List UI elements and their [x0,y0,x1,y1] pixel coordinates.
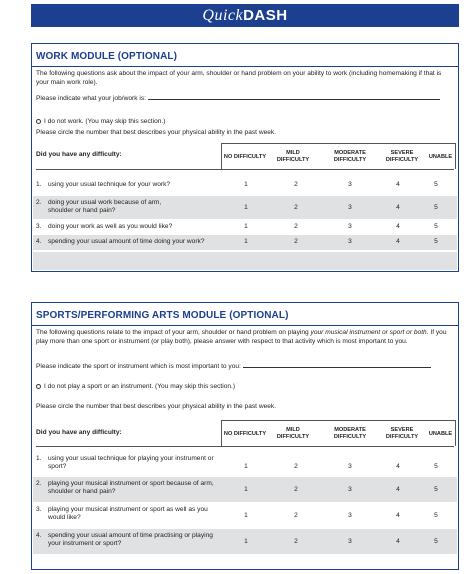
sports-header-rule [36,446,454,447]
answer-1[interactable]: 1 [244,463,248,470]
sports-instrument-field[interactable] [243,362,431,368]
question-text: spending your usual amount of time practising or playing your instrument or sport? [48,532,213,548]
answer-2[interactable]: 2 [294,463,298,470]
work-question-row [33,196,457,219]
answer-1[interactable]: 1 [244,512,248,519]
sports-skip-radio[interactable] [36,384,41,389]
answer-4[interactable]: 4 [396,204,400,211]
sports-intro [36,329,454,347]
work-job-label: Please indicate what your job/work is: [36,95,146,102]
work-scale-moderate: MODERATE DIFFICULTY [333,150,367,163]
brand-quick: Quick [202,7,244,24]
answer-3[interactable]: 3 [348,238,352,245]
work-scale-header [221,143,456,169]
answer-4[interactable]: 4 [396,181,400,188]
answer-5[interactable]: 5 [434,238,438,245]
answer-4[interactable]: 4 [396,538,400,545]
sports-intro-start: The following questions relate to the impact of your arm, shoulder or hand problem on playing [36,329,311,336]
sports-scale-moderate: MODERATE DIFFICULTY [333,427,367,440]
question-number: 1. [36,181,42,188]
brand-dash: DASH [243,7,288,24]
answer-4[interactable]: 4 [396,463,400,470]
question-text: using your usual technique for playing your instrument or sport? [48,455,214,471]
sports-question-row [33,452,457,476]
question-number: 3. [36,506,42,513]
answer-5[interactable]: 5 [434,223,438,230]
answer-3[interactable]: 3 [348,223,352,230]
answer-1[interactable]: 1 [244,223,248,230]
work-difficulty-prompt: Did you have any difficulty: [36,151,122,158]
question-text: playing your musical instrument or sport because of arm, shoulder or hand pain? [48,480,214,496]
question-text: using your usual technique for your work? [48,181,171,188]
answer-3[interactable]: 3 [348,204,352,211]
sports-module-title: SPORTS/PERFORMING ARTS MODULE (OPTIONAL) [36,310,289,321]
work-intro: The following questions ask about the impact of your arm, shoulder or hand problem on your ability to work (including homemaking if that is your main work role). [36,70,442,86]
answer-2[interactable]: 2 [294,204,298,211]
question-text: spending your usual amount of time doing your work? [48,238,205,245]
sports-scale-severe: SEVERE DIFFICULTY [385,427,419,440]
question-number: 1. [36,455,42,462]
question-number: 2. [36,480,42,487]
sports-question-row [33,477,457,502]
sports-intro-end: If you play more than one sport or instrument (or play both), please answer with respect to that activity which is most important to you. [36,329,447,345]
answer-1[interactable]: 1 [244,538,248,545]
answer-5[interactable]: 5 [434,181,438,188]
sports-circle-instruction: Please circle the number that best describes your physical ability in the past week. [36,403,277,410]
work-question-row [33,235,457,250]
quickdash-banner [31,4,459,27]
sports-scale-header [221,420,456,446]
answer-1[interactable]: 1 [244,238,248,245]
sports-skip-label: I do not play a sport or an instrument. (You may skip this section.) [44,383,236,390]
answer-3[interactable]: 3 [348,538,352,545]
question-number: 3. [36,223,42,230]
answer-2[interactable]: 2 [294,238,298,245]
answer-2[interactable]: 2 [294,538,298,545]
answer-2[interactable]: 2 [294,181,298,188]
answer-1[interactable]: 1 [244,181,248,188]
work-skip-label: I do not work. (You may skip this section.) [44,118,166,125]
sports-scale-no: NO DIFFICULTY [223,430,267,437]
question-number: 4. [36,532,42,539]
work-job-row [36,94,454,104]
answer-3[interactable]: 3 [348,486,352,493]
sports-instrument-row [36,362,454,372]
answer-3[interactable]: 3 [348,512,352,519]
work-title-divider [32,66,458,67]
answer-4[interactable]: 4 [396,238,400,245]
sports-title-divider [32,325,458,326]
answer-4[interactable]: 4 [396,486,400,493]
answer-5[interactable]: 5 [434,486,438,493]
sports-question-row [33,529,457,554]
question-number: 4. [36,238,42,245]
sports-scale-unable: UNABLE [428,430,453,437]
work-scale-unable: UNABLE [428,153,453,160]
work-job-field[interactable] [148,94,440,100]
sports-intro-italic: your musical instrument or sport or both. [310,329,429,336]
sports-instrument-label: Please indicate the sport or instrument which is most important to you: [36,363,241,370]
answer-2[interactable]: 2 [294,223,298,230]
work-skip-radio[interactable] [36,119,41,124]
sports-scale-mild: MILD DIFFICULTY [276,427,310,440]
sports-difficulty-prompt: Did you have any difficulty: [36,429,122,436]
answer-5[interactable]: 5 [434,512,438,519]
answer-5[interactable]: 5 [434,204,438,211]
answer-1[interactable]: 1 [244,486,248,493]
question-text: playing your musical instrument or sport as well as you would like? [48,506,208,522]
work-module [31,43,459,272]
work-bottom-band [33,252,457,270]
question-text: doing your usual work because of arm, shoulder or hand pain? [48,199,162,215]
work-question-row [33,220,457,234]
work-skip-row [36,118,165,125]
work-scale-mild: MILD DIFFICULTY [276,150,310,163]
answer-1[interactable]: 1 [244,204,248,211]
work-header-rule [36,169,454,170]
question-number: 2. [36,199,42,206]
answer-4[interactable]: 4 [396,223,400,230]
answer-5[interactable]: 5 [434,463,438,470]
question-text: doing your work as well as you would like? [48,223,173,230]
sports-question-row [33,503,457,528]
work-circle-instruction: Please circle the number that best describes your physical ability in the past week. [36,129,277,136]
answer-2[interactable]: 2 [294,486,298,493]
answer-5[interactable]: 5 [434,538,438,545]
answer-4[interactable]: 4 [396,512,400,519]
sports-module [31,302,459,570]
answer-3[interactable]: 3 [348,463,352,470]
work-scale-no: NO DIFFICULTY [223,153,267,160]
sports-skip-row [36,383,235,390]
work-scale-severe: SEVERE DIFFICULTY [385,150,419,163]
answer-2[interactable]: 2 [294,512,298,519]
answer-3[interactable]: 3 [348,181,352,188]
work-question-row [33,175,457,195]
work-module-title: WORK MODULE (OPTIONAL) [36,51,178,62]
